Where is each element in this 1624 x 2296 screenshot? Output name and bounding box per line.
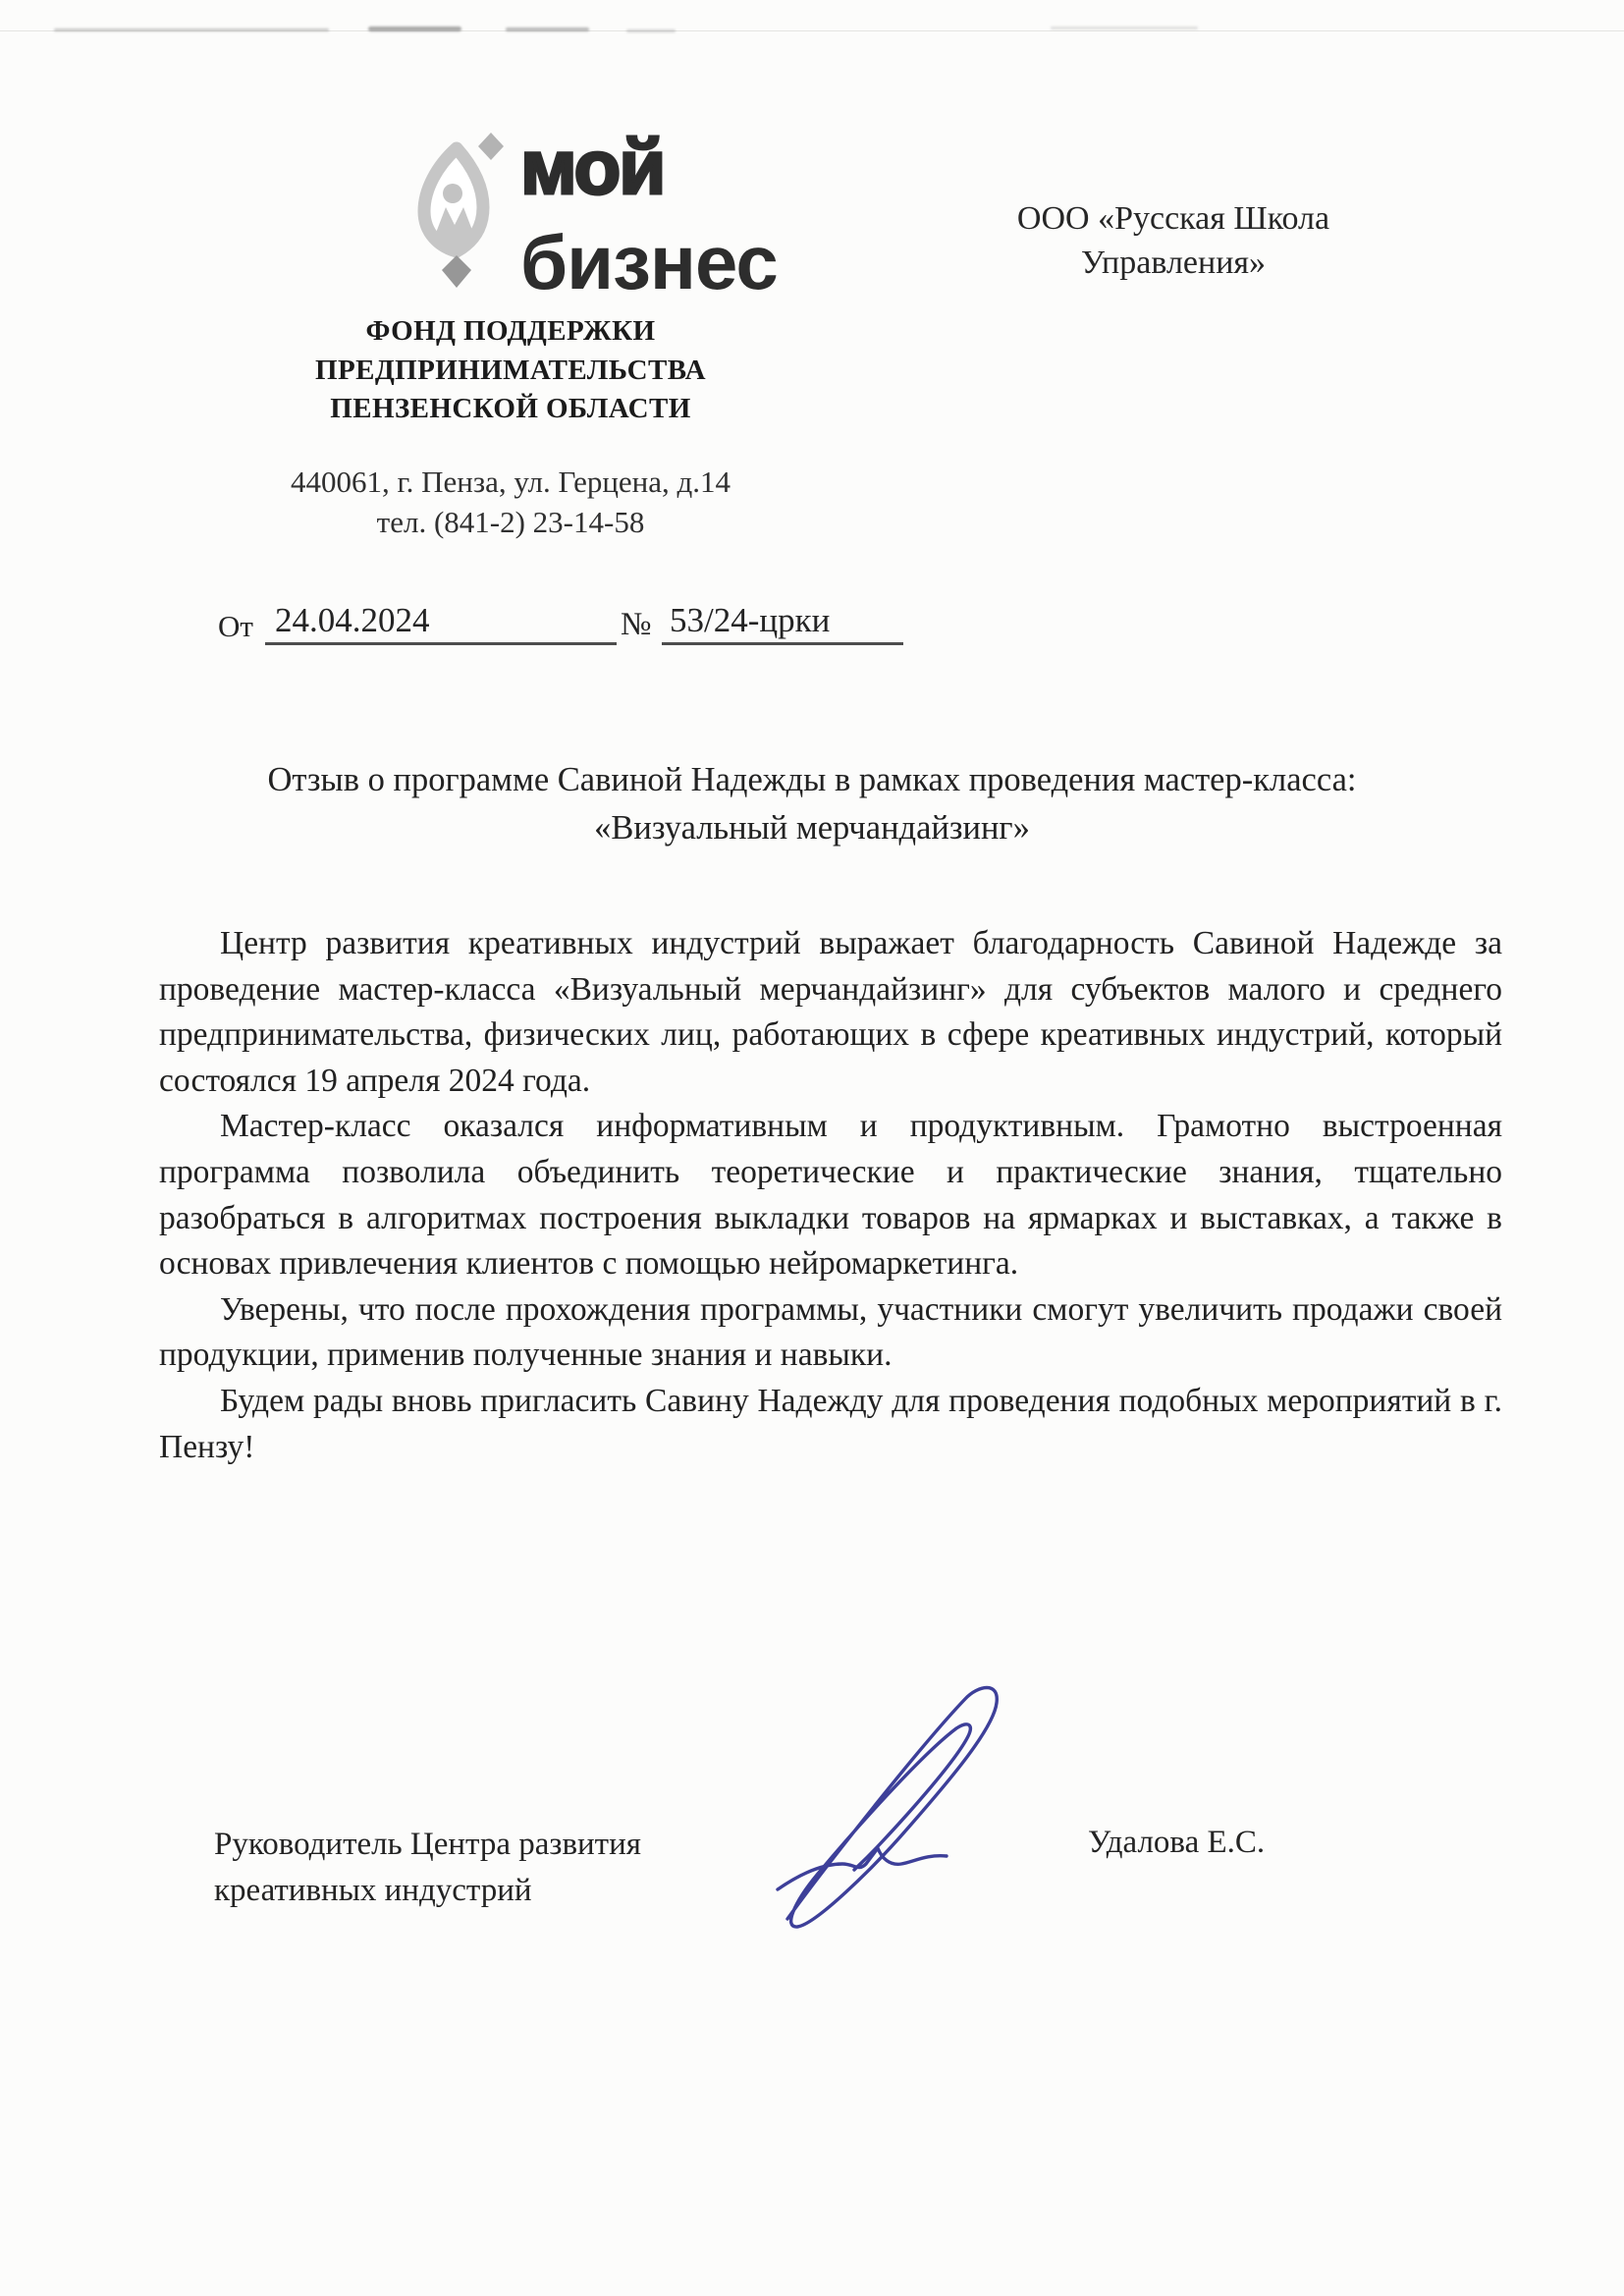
- letter-body: [159, 921, 1502, 1470]
- document-title-line: Отзыв о программе Савиной Надежды в рамках проведения мастер-класса:: [267, 761, 1357, 798]
- body-paragraph: Уверены, что после прохождения программы, участники смогут увеличить продажи своей продукции, применив полученные знания и навыки.: [159, 1290, 1502, 1374]
- org-address: [285, 462, 736, 542]
- signatory-role-line: креативных индустрий: [214, 1873, 532, 1908]
- logo-text: [520, 120, 778, 310]
- letter-number: 53/24-црки: [662, 601, 903, 645]
- document-title-line: «Визуальный мерчандайзинг»: [594, 809, 1030, 847]
- from-label: От: [218, 609, 253, 643]
- scan-artifact: [626, 29, 676, 32]
- rocket-icon: [415, 133, 506, 290]
- letter-date: 24.04.2024: [265, 601, 617, 645]
- reference-line: [218, 601, 964, 650]
- body-paragraph: Мастер-класс оказался информативным и продуктивным. Грамотно выстроенная программа позволила объединить теоретические и практические знания, тщательно разобраться в алгоритмах построения выкладки товаров на ярмарках и выставках, а также в основах привлечения клиентов с помощью нейромаркетинга.: [159, 1108, 1502, 1283]
- number-label: №: [621, 607, 652, 642]
- org-name-line: ПРЕДПРИНИМАТЕЛЬСТВА: [315, 354, 706, 386]
- scan-artifact: [506, 27, 589, 31]
- org-name-line: ФОНД ПОДДЕРЖКИ: [365, 315, 656, 347]
- document-title: [0, 756, 1624, 852]
- handwritten-signature: [764, 1662, 1011, 1939]
- body-paragraph: Центр развития креативных индустрий выражает благодарность Савиной Надежде за проведение мастер-класса «Визуальный мерчандайзинг» для субъектов малого и среднего предпринимательства, физических лиц, работающих в сфере креативных индустрий, который состоялся 19 апреля 2024 года.: [159, 925, 1502, 1099]
- scan-artifact: [1051, 27, 1198, 29]
- body-paragraph: Будем рады вновь пригласить Савину Надежду для проведения подобных мероприятий в г. Пензу!: [159, 1382, 1502, 1465]
- signatory-role: [214, 1822, 764, 1914]
- logo-word-biznes: бизнес: [520, 219, 778, 305]
- org-address-street: 440061, г. Пенза, ул. Герцена, д.14: [290, 465, 731, 499]
- org-name-line: ПЕНЗЕНСКОЙ ОБЛАСТИ: [330, 393, 691, 424]
- signatory-name: Удалова Е.С.: [1088, 1825, 1266, 1860]
- org-name: [285, 312, 736, 429]
- recipient-line: ООО «Русская Школа: [1016, 200, 1330, 237]
- org-address-phone: тел. (841-2) 23-14-58: [376, 505, 645, 539]
- scan-artifact: [54, 28, 329, 31]
- scan-artifact: [368, 27, 461, 31]
- recipient-org: [957, 196, 1389, 285]
- logo-word-moy: мой: [520, 124, 665, 210]
- recipient-line: Управления»: [1080, 245, 1267, 281]
- signatory-role-line: Руководитель Центра развития: [214, 1827, 641, 1862]
